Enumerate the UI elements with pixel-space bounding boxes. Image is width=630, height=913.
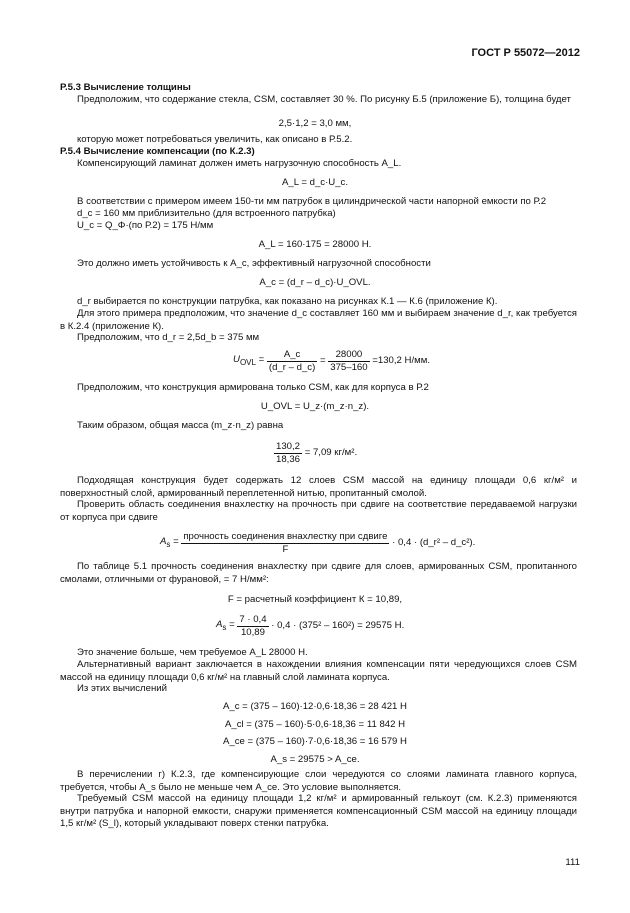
equation: A_cl = (375 – 160)·5·0,6·18,36 = 11 842 Н (224, 719, 406, 730)
equation: A_ce = (375 – 160)·7·0,6·18,36 = 16 579 Н (222, 736, 407, 747)
equation: A_c = (d_r – d_c)·U_OVL. (259, 277, 371, 288)
equation-uovl: $U_{OVL}$ = $\frac{A\_c}{(d\_r - d\_c)}$ = $\frac{28000}{375-160}$ =130,2 Н/мм. (233, 349, 430, 373)
fraction (267, 349, 317, 374)
denominator: 10,89 (240, 627, 265, 638)
fraction (237, 614, 268, 639)
paragraph: В перечислении г) К.2.3, где компенсирующие слои чередуются со слоями ламината главного корпуса, требуется, чтобы A_s было не меньше чем A_ce. Это условие выполняется. (60, 769, 577, 793)
equation: A_L = 160·175 = 28000 Н. (258, 239, 372, 250)
numerator: прочность соединения внахлестку при сдвиге (183, 531, 388, 542)
paragraph: Предположим, что d_r = 2,5d_b = 375 мм (77, 332, 260, 343)
paragraph: Компенсирующий ламинат должен иметь нагрузочную способность A_L. (77, 158, 402, 169)
page-number: 111 (565, 857, 580, 868)
equation-tail: · 0,4 · (d_r² – d_c²). (392, 537, 476, 549)
fraction (181, 531, 389, 556)
equation: A_L = d_c·U_c. (281, 177, 349, 188)
paragraph: Предположим, что конструкция армирована только CSM, как для корпуса в Р.2 (77, 382, 429, 393)
denominator: (d_r – d_c) (268, 362, 316, 373)
equation: 2,5·1,2 = 3,0 мм, (278, 118, 352, 129)
paragraph: которую может потребоваться увеличить, как описано в Р.5.2. (77, 134, 353, 145)
paragraph: U_c = Q_Φ·(по Р.2) = 175 Н/мм (77, 220, 214, 231)
equation: U_OVL = U_z·(m_z·n_z). (260, 401, 370, 412)
numerator: 130,2 (276, 441, 301, 452)
numerator: 28000 (328, 349, 369, 362)
numerator: 7 · 0,4 (239, 614, 267, 625)
equation: F = расчетный коэффициент К = 10,89, (227, 594, 403, 605)
paragraph: Предположим, что содержание стекла, CSM, составляет 30 %. По рисунку Б.5 (приложение Б), толщина будет (77, 94, 571, 105)
paragraph: Это должно иметь устойчивость к A_c, эффективный нагрузочной способности (77, 258, 431, 269)
section-heading-p54: Р.5.4 Вычисление компенсации (по К.2.3) (60, 146, 255, 157)
paragraph: Требуемый CSM массой на единицу площади 1,2 кг/м² и армированный гелькоут (см. К.2.3) применяются внутри патрубка и напорной емкости, снаружи применяется компенсационный CSM массой на единицу площади 1,5 кг/м² (S_l), который укладывают поверх стенки патрубка. (60, 793, 577, 830)
result: =130,2 Н/мм. (372, 355, 430, 367)
equation-mass (274, 441, 357, 466)
result: = 7,09 кг/м². (304, 447, 358, 459)
numerator: A_c (267, 349, 317, 362)
paragraph: d_r выбирается по конструкции патрубка, как показано на рисунках К.1 — К.6 (приложение К). (77, 296, 498, 307)
paragraph: Проверить область соединения внахлестку на прочность при сдвиге на соответствие передаваемой нагрузки от корпуса при сдвиге (60, 499, 577, 523)
paragraph: Это значение больше, чем требуемое A_L 28000 Н. (77, 647, 308, 658)
paragraph: По таблице 5.1 прочность соединения внахлестку при сдвиге для слоев, армированных CSM, пропитанного смолами, отличными от фурановой, = 7 Н/мм²: (60, 561, 577, 585)
equation: A_c = (375 – 160)·12·0,6·18,36 = 28 421 Н (222, 701, 407, 712)
paragraph: Таким образом, общая масса (m_z·n_z) равна (77, 420, 284, 431)
section-heading-p53: Р.5.3 Вычисление толщины (60, 82, 191, 93)
equation: A_s = 29575 > A_ce. (270, 754, 360, 765)
equation-as-value: $A_s$ = $\frac{7 \cdot 0,4}{10,89}$ · 0,4 · (375² – 160²) = 29575 Н. (216, 614, 405, 638)
paragraph: Подходящая конструкция будет содержать 12 слоев CSM массой на единицу площади 0,6 кг/м² и поверхностный слой, армированный переплетенной нитью, пропитанный смолой. (60, 475, 577, 499)
paragraph: Из этих вычислений (77, 683, 167, 694)
paragraph: В соответствии с примером имеем 150-ти мм патрубок в цилиндрической части напорной емкости по Р.2 (77, 196, 547, 207)
paragraph: Альтернативный вариант заключается в нахождении влияния компенсации пяти чередующихся слоев CSM массой на единицу площади 0,6 кг/м² на главный слой ламината корпуса. (60, 659, 577, 683)
denominator: 375–160 (330, 362, 368, 373)
paragraph: d_c = 160 мм приблизительно (для встроенного патрубка) (77, 208, 336, 219)
fraction (274, 441, 302, 466)
equation-as: $A_s$ = $\frac{\text{прочность соединения внахлестку при сдвиге}}{F}$ · 0,4 · (d_r² – d_c²). (160, 531, 476, 555)
equation-tail: · 0,4 · (375² – 160²) = 29575 Н. (271, 620, 405, 632)
fraction (328, 349, 369, 374)
paragraph: Для этого примера предположим, что значение d_c составляет 160 мм и выбираем значение d_r, как требуется в К.2.4 (приложение К). (60, 308, 577, 332)
denominator: 18,36 (276, 454, 301, 465)
denominator: F (282, 544, 289, 555)
standard-header: ГОСТ Р 55072—2012 (471, 47, 580, 59)
